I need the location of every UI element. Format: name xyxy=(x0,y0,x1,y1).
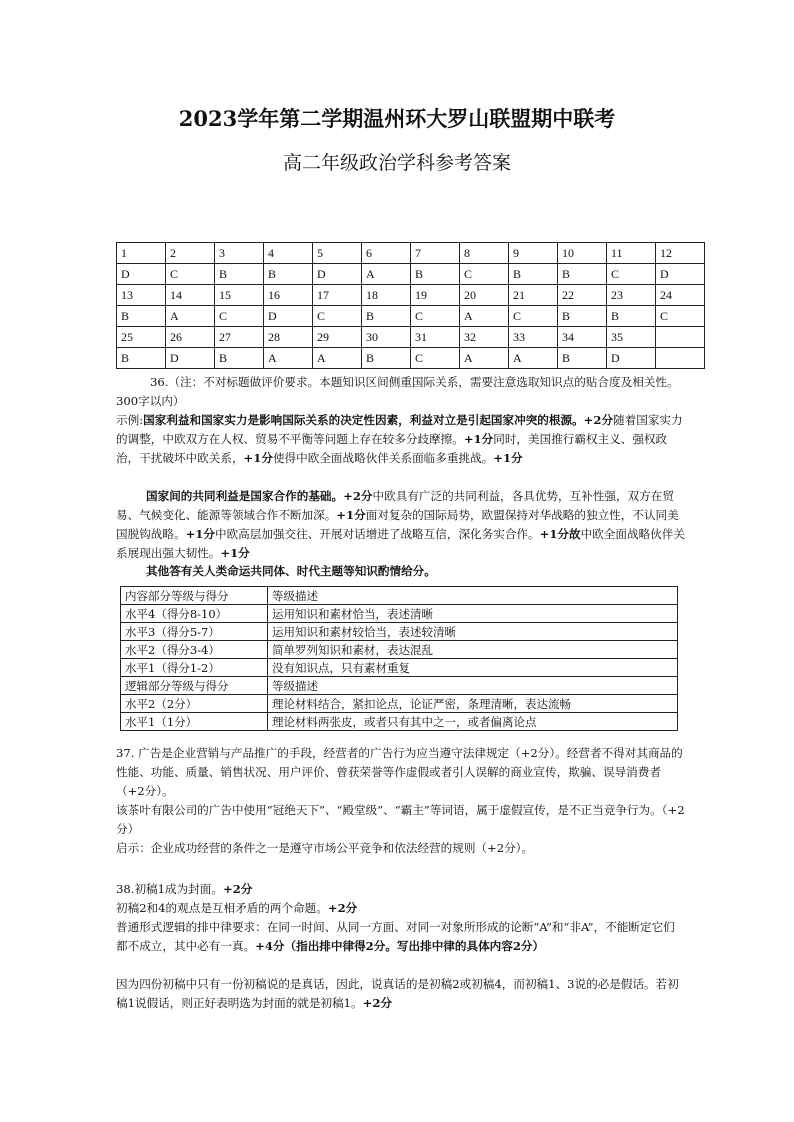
scoring-row xyxy=(121,659,678,677)
answer-cell: A xyxy=(460,348,509,369)
answer-cell: B xyxy=(411,264,460,285)
answer-cell: 25 xyxy=(117,327,166,348)
scoring-desc-cell: 运用知识和素材恰当，表述清晰 xyxy=(268,605,678,623)
q38-line-2: 初稿2和4的观点是互相矛盾的两个命题。+2分 xyxy=(116,901,358,915)
answer-cell: C xyxy=(656,306,705,327)
q37-paragraph-1: 37. 广告是企业营销与产品推广的手段，经营者的广告行为应当遵守法律规定（+2分）。经营者不得对其商品的性能、功能、质量、销售状况、用户评价、曾获荣誉等作虚假或者引人误解的商业宣传，欺骗、误导消费者（+2分）。 xyxy=(116,746,683,798)
scoring-desc-cell: 没有知识点，只有素材重复 xyxy=(268,659,678,677)
answer-cell: 2 xyxy=(166,243,215,264)
answer-cell: C xyxy=(411,348,460,369)
q37-paragraph-3: 启示：企业成功经营的条件之一是遵守市场公平竞争和依法经营的规则（+2分）。 xyxy=(116,841,534,855)
q36-paragraph-3: 其他答有关人类命运共同体、时代主题等知识酌情给分。 xyxy=(146,564,436,578)
scoring-level-cell: 逻辑部分等级与得分 xyxy=(121,677,268,695)
scoring-level-cell: 内容部分等级与得分 xyxy=(121,587,268,605)
answer-cell: B xyxy=(509,264,558,285)
scoring-level-cell: 水平4（得分8-10） xyxy=(121,605,268,623)
answer-cell xyxy=(656,327,705,348)
answer-cell: B xyxy=(558,264,607,285)
answer-cell: 16 xyxy=(264,285,313,306)
scoring-row xyxy=(121,713,678,731)
answer-cell: 4 xyxy=(264,243,313,264)
answer-cell: 35 xyxy=(607,327,656,348)
answer-cell: D xyxy=(117,264,166,285)
q36-paragraph-2: 国家间的共同利益是国家合作的基础。+2分中欧具有广泛的共同利益，各具优势，互补性强，双方在贸易、气候变化、能源等领域合作不断加深。+1分面对复杂的国际局势，欧盟保持对华战略的独立性，不认同美国脱钩战略。+1分中欧高层加强交往、开展对话增进了战略互信，深化务实合作。+1分故中欧全面战略伙伴关系展现出强大韧性。+1分 xyxy=(116,489,685,560)
answer-cell: 19 xyxy=(411,285,460,306)
answer-row xyxy=(117,264,705,285)
answer-cell: 23 xyxy=(607,285,656,306)
answer-cell: D xyxy=(607,348,656,369)
answer-cell: 11 xyxy=(607,243,656,264)
answer-cell: 13 xyxy=(117,285,166,306)
answer-cell: C xyxy=(166,264,215,285)
q37-paragraph-2: 该茶叶有限公司的广告中使用“冠绝天下”、“殿堂级”、“霸主”等词语，属于虚假宣传，是不正当竞争行为。（+2分） xyxy=(116,803,685,836)
scoring-level-cell: 水平2（2分） xyxy=(121,695,268,713)
answer-cell: 9 xyxy=(509,243,558,264)
page-subtitle: 高二年级政治学科参考答案 xyxy=(282,152,511,174)
answer-cell xyxy=(656,348,705,369)
scoring-desc-cell: 运用知识和素材较恰当，表述较清晰 xyxy=(268,623,678,641)
answer-cell: 1 xyxy=(117,243,166,264)
answer-cell: 8 xyxy=(460,243,509,264)
scoring-row xyxy=(121,695,678,713)
answer-cell: 17 xyxy=(313,285,362,306)
answer-cell: C xyxy=(509,306,558,327)
q38-line-1: 38.初稿1成为封面。+2分 xyxy=(116,882,253,896)
answer-cell: A xyxy=(509,348,558,369)
answer-cell: A xyxy=(362,264,411,285)
answer-cell: A xyxy=(313,348,362,369)
answer-cell: 6 xyxy=(362,243,411,264)
q38-line-3: 普通形式逻辑的排中律要求：在同一时间、从同一方面、对同一对象所形成的论断“A”和“非A”，不能断定它们都不成立，其中必有一真。+4分（指出排中律得2分。写出排中律的具体内容2分） xyxy=(116,920,675,953)
answer-cell: A xyxy=(166,306,215,327)
answer-cell: A xyxy=(264,348,313,369)
answer-cell: C xyxy=(313,306,362,327)
scoring-row xyxy=(121,677,678,695)
answer-table xyxy=(116,242,705,369)
scoring-desc-cell: 简单罗列知识和素材，表达混乱 xyxy=(268,641,678,659)
answer-cell: 33 xyxy=(509,327,558,348)
answer-row xyxy=(117,243,705,264)
scoring-desc-cell: 理论材料结合，紧扣论点，论证严密，条理清晰，表达流畅 xyxy=(268,695,678,713)
answer-cell: D xyxy=(264,306,313,327)
answer-cell: C xyxy=(460,264,509,285)
answer-cell: 26 xyxy=(166,327,215,348)
scoring-level-cell: 水平3（得分5-7） xyxy=(121,623,268,641)
scoring-desc-cell: 等级描述 xyxy=(268,587,678,605)
answer-cell: D xyxy=(166,348,215,369)
scoring-level-cell: 水平1（1分） xyxy=(121,713,268,731)
answer-cell: 34 xyxy=(558,327,607,348)
answer-cell: C xyxy=(411,306,460,327)
answer-cell: C xyxy=(607,264,656,285)
answer-cell: 30 xyxy=(362,327,411,348)
scoring-row xyxy=(121,623,678,641)
answer-cell: 21 xyxy=(509,285,558,306)
answer-cell: B xyxy=(362,348,411,369)
answer-cell: 7 xyxy=(411,243,460,264)
page-title: 2023学年第二学期温州环大罗山联盟期中联考 xyxy=(178,106,616,131)
answer-cell: B xyxy=(558,348,607,369)
answer-cell: 20 xyxy=(460,285,509,306)
answer-cell: B xyxy=(215,264,264,285)
scoring-table xyxy=(120,586,678,731)
q36-note: 36.（注：不对标题做评价要求。本题知识区间侧重国际关系，需要注意选取知识点的贴合度及相关性。300字以内） xyxy=(116,375,679,408)
answer-cell: B xyxy=(117,306,166,327)
answer-cell: B xyxy=(215,348,264,369)
answer-cell: C xyxy=(215,306,264,327)
answer-cell: 31 xyxy=(411,327,460,348)
answer-cell: 29 xyxy=(313,327,362,348)
scoring-level-cell: 水平1（得分1-2） xyxy=(121,659,268,677)
answer-row xyxy=(117,285,705,306)
answer-cell: 32 xyxy=(460,327,509,348)
answer-cell: B xyxy=(264,264,313,285)
scoring-row xyxy=(121,605,678,623)
scoring-desc-cell: 等级描述 xyxy=(268,677,678,695)
answer-cell: 14 xyxy=(166,285,215,306)
q38-line-4: 因为四份初稿中只有一份初稿说的是真话，因此，说真话的是初稿2或初稿4，而初稿1、3说的必是假话。若初稿1说假话，则正好表明选为封面的就是初稿1。+2分 xyxy=(116,977,679,1010)
q36-example: 示例:国家利益和国家实力是影响国际关系的决定性因素，利益对立是引起国家冲突的根源。+2分随着国家实力的调整，中欧双方在人权、贸易不平衡等问题上存在较多分歧摩擦。+1分同时，美国推行霸权主义、强权政治，干扰破坏中欧关系，+1分使得中欧全面战略伙伴关系面临多重挑战。+1分 xyxy=(116,413,683,465)
scoring-row xyxy=(121,641,678,659)
answer-cell: 15 xyxy=(215,285,264,306)
answer-cell: 22 xyxy=(558,285,607,306)
answer-cell: A xyxy=(460,306,509,327)
answer-cell: 18 xyxy=(362,285,411,306)
answer-cell: 24 xyxy=(656,285,705,306)
scoring-desc-cell: 理论材料两张皮，或者只有其中之一，或者偏离论点 xyxy=(268,713,678,731)
answer-cell: B xyxy=(558,306,607,327)
answer-row xyxy=(117,327,705,348)
answer-cell: B xyxy=(362,306,411,327)
answer-cell: 3 xyxy=(215,243,264,264)
answer-cell: D xyxy=(313,264,362,285)
answer-cell: B xyxy=(607,306,656,327)
answer-cell: 12 xyxy=(656,243,705,264)
scoring-level-cell: 水平2（得分3-4） xyxy=(121,641,268,659)
answer-cell: 10 xyxy=(558,243,607,264)
answer-cell: B xyxy=(117,348,166,369)
scoring-row xyxy=(121,587,678,605)
answer-row xyxy=(117,306,705,327)
answer-row xyxy=(117,348,705,369)
answer-cell: 28 xyxy=(264,327,313,348)
answer-cell: 5 xyxy=(313,243,362,264)
answer-cell: D xyxy=(656,264,705,285)
answer-cell: 27 xyxy=(215,327,264,348)
